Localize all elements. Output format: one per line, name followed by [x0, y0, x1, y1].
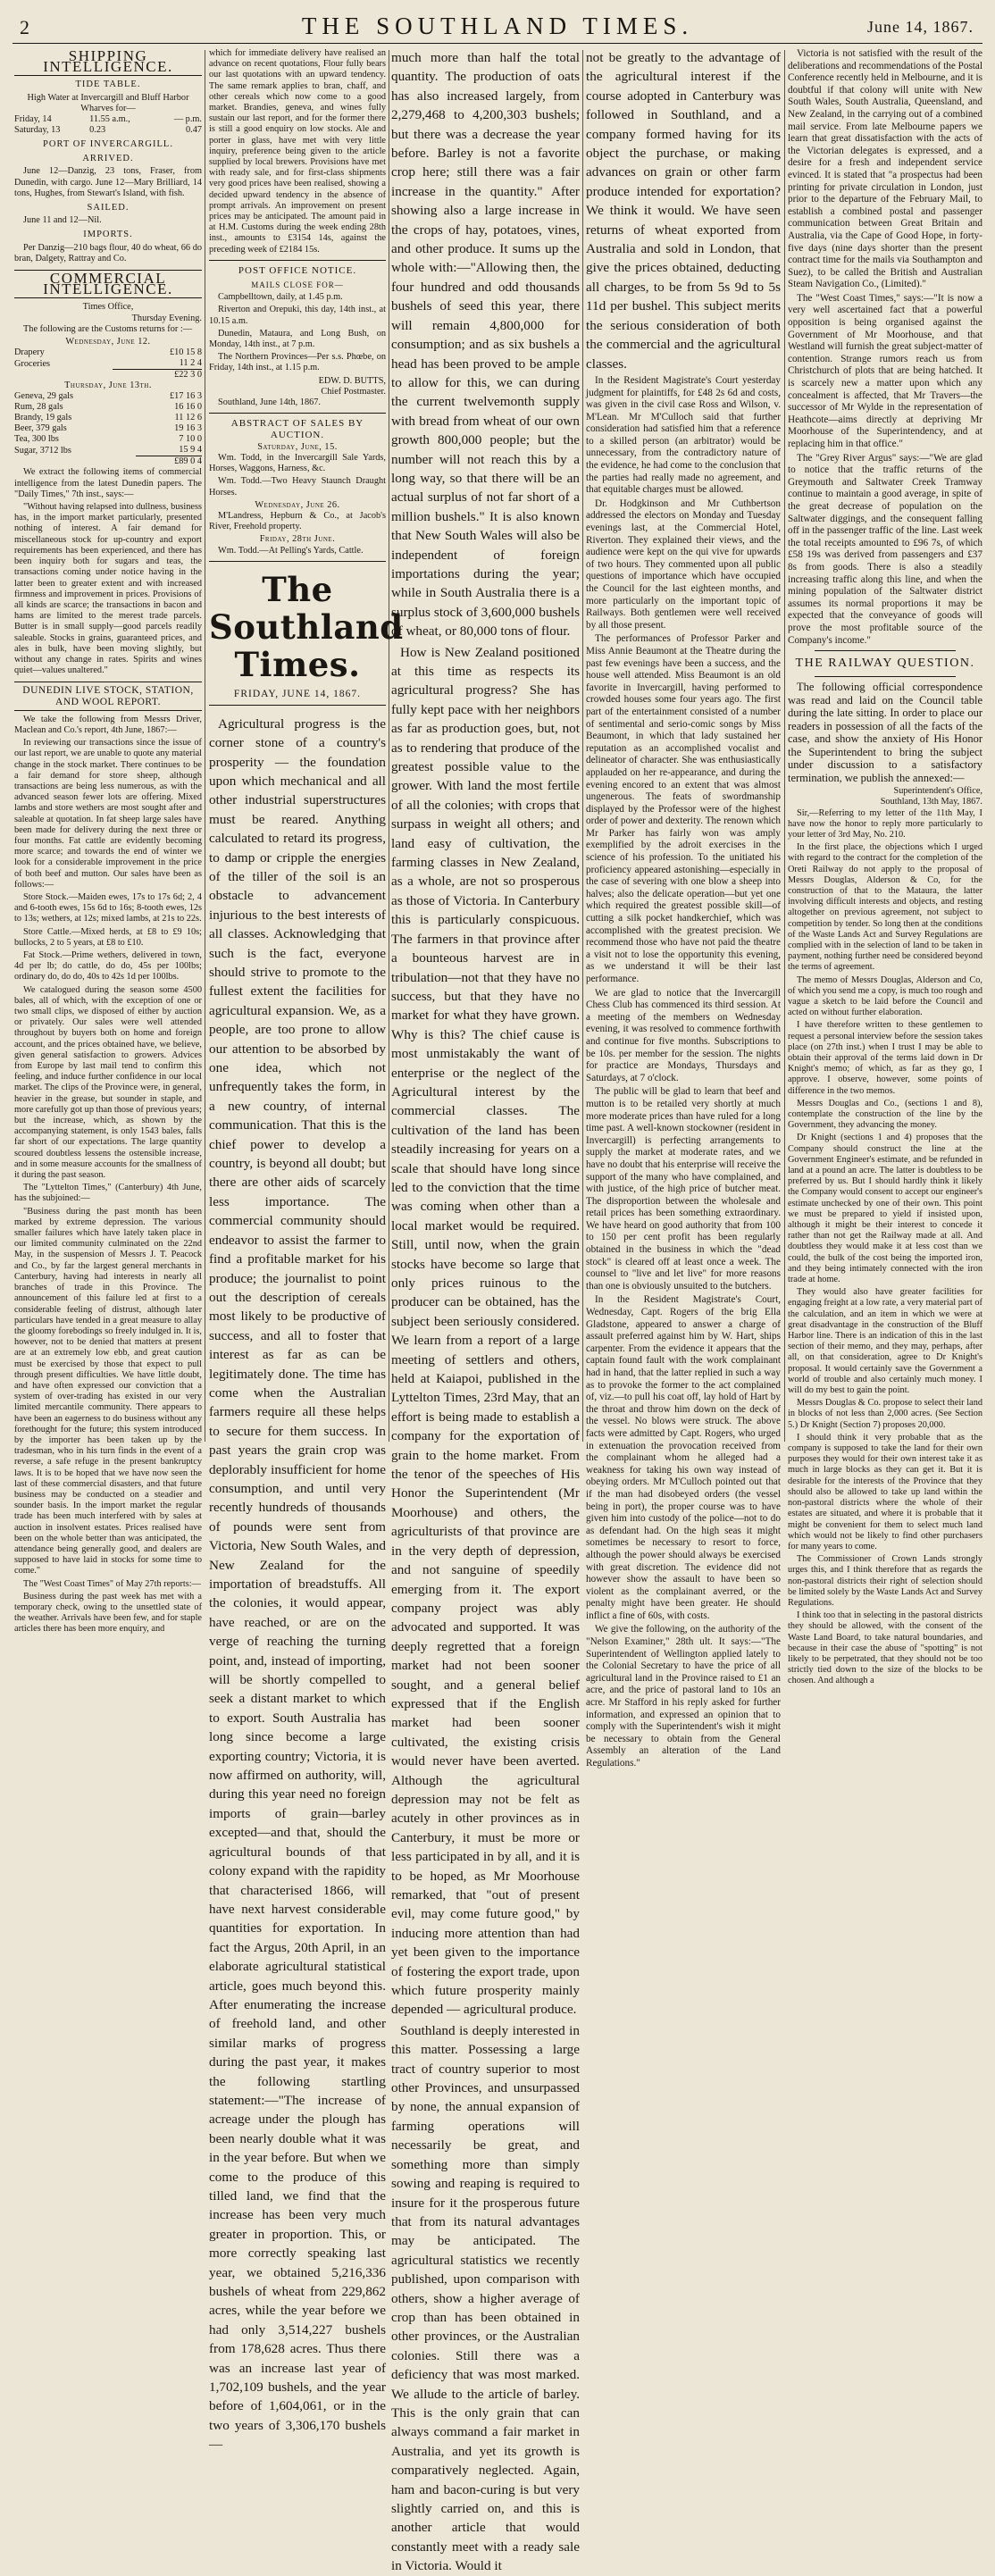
letter-paragraph: The memo of Messrs Douglas, Alderson and Co, of which you send me a copy, is much too rough and vague a sketch to be laid before the Council and acted on without further elaboration.	[788, 974, 982, 1018]
newspaper-title: THE SOUTHLAND TIMES.	[301, 13, 694, 39]
wednesday-26-heading: Wednesday, June 26.	[255, 499, 340, 510]
customs-value: 16 16 0	[174, 402, 202, 413]
post-item: Dunedin, Mataura, and Long Bush, on Monday, 14th inst., at 7 p.m.	[209, 328, 386, 350]
section-rule	[815, 650, 956, 651]
table-row	[14, 423, 202, 434]
catalogue-text: We catalogued during the season some 4500 bales, all of which, with the exception of one or two small clips, we disposed of either by auction or privately. Our sales were well attended throughout by buyers both on home and foreign account, and the prices obtained have, we believe, given general satisfaction to growers. Advices from Europe by last mail tend to confirm this feeling, and induce further confidence in our local market. The clips of the Province were, in general, heavier in the grease, but sounder in staple, and more carefully got up than those of previous years; but the increase, which, as shown by the accompanying statement, is only 1543 bales, falls far short of our expectations. The large quantity scoured doubtless lessens the ostensible increase, and in some measure accounts for the smallness of it during the past season.	[14, 984, 202, 1181]
letter-paragraph: Dr Knight (sections 1 and 4) proposes that the Company should construct the line at the Government Engineer's estimate, and be refunded in land at a pound an acre. The latter is doubtless to be preferred by us. But I should hardly think it likely the Company would consent to accept our engineer's estimate unchecked by one of their own. This point we must be prepared to yield if insisted upon, although it might be their interest to concede it rather than not get the Railway made at all. And doubtless they would make it at less cost than we could, the bulk of the cost being the imported iron, and they being intimately connected with the iron trade at home.	[788, 1133, 982, 1285]
leader-paragraph: How is New Zealand positioned at this time as respects its agricultural progress? She has fully kept pace with her neighbors as far as production goes, but, not as to rendering that produce of the greatest possible value to the grower. With land the most fertile of all the colonies; with crops that surpass in weight all others; and land easy of cultivation, the farming classes in New Zealand, as a whole, are not so prosperous as those of Victoria. In Canterbury this is particularly conspicuous. The farmers in that province after a bounteous harvest are in tribulation—not that they have no success, but that they have no market for what they have grown. Why is this? The chief cause is most unmistakably the want of enterprise or the neglect of the Agricultural interest by the commercial classes. The cultivation of the land has been steadily increasing for years on a scale that should have long since led to the conviction that the time was coming when other than a local market would be required. Still, until now, when the grain stocks have become so large that only prices ruinous to the producer can be obtained, has the subject been seriously considered. We learn from a report of a large meeting of settlers and others, held at Kaiapoi, published in the Lyttelton Times, 23rd May, that an effort is being made to establish a company for the exportation of grain to the home market. From the tenor of the speeches of His Honor the Superintendent (Mr Moorhouse) and others, the agriculturists of that province are in the very depth of depression, and not sanguine of speedily emerging from it. The export company project was ably advocated and supported. It was deeply regretted that a foreign market had not been sooner sought, and a general belief expressed that if the English market had been sooner cultivated, the existing crisis would never have been averted. Although the agricultural depression may not be felt as acutely in other provinces as in Canterbury, it must be more or less participated in by all, and it is to be hoped, as Mr Moorhouse remarked, that "out of present evil, may come future good," by inducing more attention than had yet been given to the importance of fostering the export trade, upon which future prosperity mainly depended — agricultural produce.	[391, 644, 580, 2018]
news-item: We give the following, on the authority of the "Nelson Examiner," 28th ult. It says:—"The Superintendent of Wellington applied lately to the Colonial Secretary to have the price of all agricultural land in the Province raised to £1 an acre, and the price of pastoral land to 10s an acre. Mr Stafford in his reply asked for further information, and expressed an opinion that to comply with the Superintendent's wish it might be necessary to obtain from the General Assembly an alteration of the Land Regulations."	[586, 1624, 781, 1769]
customs-table-wednesday	[14, 347, 202, 381]
daily-times-quote: "Without having relapsed into dullness, business has, in the import market particularly, presented nothing of interest. A fair demand for miscellaneous stock for up-country and export requirements has been experienced, and there has been inquiry both for sugars and teas, the transactions coming under notice having in the latter been to greater extent and with increased firmness and improvement in prices. Provisions of all kinds are scarce; the transactions in bacon and hams are limited to the merest trade parcels. Butter is in small supply—good parcels readily saleable. Stocks in grains, guaranteed prices, and ales in bulk, have been moving slightly, but without any change in rates. Spirits and wines quiet—values unaltered."	[14, 502, 202, 676]
leader-paragraph: Agricultural progress is the corner stone of a country's prosperity — the foundation upon which mechanical and all other industrial superstructures must be reared. Anything calculated to retard its progress, to damp or cripple the energies of the tiller of the soil is an obstacle to advancement injurious to the best interests of all classes. Acknowledging that such is the fact, everyone should strive to promote to the fullest extent the facilities for agricultural expansion. We, as a people, are too prone to allow our attention to be absorbed by one idea, which not unfrequently takes the form, in a new country, of internal communication. That this is the chief power to develop a country, is beyond all doubt; but there are other aids of scarcely less importance. The commercial community should endeavor to assist the farmer to find a profitable market for his produce; the journalist to point out the description of cereals most likely to be productive of success, and all to foster that interest as far as can be legitimately done. The time has come when the Australian farmers require all these helps to secure for them success. In past years the grain crop was deplorably insufficient for home consumption, and until very recently hundreds of thousands of pounds were sent from Victoria, New South Wales, and New Zealand for the importation of breadstuffs. All the colonies, it would appear, have reached, or are on the verge of reaching the turning point, and, instead of importing, will be shortly compelled to seek a distant market to which to export. South Australia has long since become a large exporting country; Victoria, it is now affirmed on authority, will, during this year need no foreign imports of grain—barley excepted—and that, should the agricultural bounds of that colony expand with the rapidity that characterised 1866, will have next harvest considerable quantities for exportation. In fact the Argus, 20th April, in an elaborate agricultural statistical article, goes much beyond this. After enumerating the increase of freehold land, and other similar marks of progress during the past year, it makes the following startling statement:—"The increase of acreage under the plough has been nearly double what it was in the year before. But when we come to the produce of this tilled land, we find that the increase has been very much greater in proportion. This, or more correctly speaking last year, we obtained 5,216,336 bushels of wheat from 229,862 acres, while the year before we had only 3,514,227 bushels from 178,628 acres. Thus there was an increase last year of 1,702,109 bushels, and the year before of 1,604,061, or in the two years of 3,306,170 bushels—	[209, 715, 386, 2453]
customs-total: £22 3 0	[113, 370, 202, 381]
post-item: Campbelltown, daily, at 1.45 p.m.	[218, 292, 343, 303]
tide-day: Saturday, 13	[14, 125, 61, 136]
table-row	[14, 347, 202, 358]
postmaster-name: EDW. D. BUTTS,	[318, 375, 386, 386]
sailed-heading: SAILED.	[87, 203, 130, 213]
tide-am: 11.55 a.m.,	[89, 114, 130, 125]
news-item: Dr. Hodgkinson and Mr Cuthbertson addressed the electors on Monday and Tuesday evenings last, at the Commercial Hotel, Riverton. They explained their views, and the audience were kept on the qui vive for upwards of two hours. They commented upon all public questions of importance which have occupied the Council for the last eighteen months, and more particularly on the important topic of Railways. Both gentlemen were well received by all those present.	[586, 498, 781, 631]
news-item: The "Grey River Argus" says:—"We are glad to notice that the traffic returns of the Greymouth and Saltwater Creek Tramway continue to maintain a good average, in spite of the great decrease of population on the Saltwater diggings, and the consequent falling off in the passenger traffic of the line. Last week the total receipts amounted to £96 7s, of which £58 19s was derived from passengers and £37 8s from goods. There is also a steadily increasing traffic along this line, and when the mining population of the Saltwater district assumes its normal proportions it may be expected that the conveyance of goods will prove the most profitable source of the Company's income."	[788, 452, 982, 646]
port-heading: PORT OF INVERCARGILL.	[43, 139, 173, 150]
auction-heading: ABSTRACT OF SALES BY AUCTION.	[230, 418, 364, 440]
shipping-heading: SHIPPING INTELLIGENCE.	[14, 48, 202, 76]
section-rule	[209, 260, 386, 261]
auction-item: Wm. Todd.—Two Heavy Staunch Draught Horses.	[209, 476, 386, 498]
masthead-rule	[13, 43, 982, 44]
column-5	[788, 48, 982, 1686]
leader-paragraph: much more than half the total quantity. The production of oats has also increased largely, from 2,279,468 to 4,200,303 bushels; but there was a decrease the year before. Barley is not a favorite crop here; still there was a fair increase in the quantity." After showing also a large increase in the crops of hay, potatoes, vines, and other produce. It sums up the whole with:—"Allowing then, the four hundred and odd thousands bushels of seed this year, there will remain 4,800,000 for consumption; and as six bushels a head has been proved to be ample to allow for this, we can during the current twelvemonth supply with bread from wheat of our own growth 800,000 people; but the number will not reach this by a long way, so that there will be an actual surplus of not far short of a million bushels." It is also known that New South Wales will also be independent of foreign importations during the year; while in South Australia there is a surplus stock of 3,600,000 bushels of wheat, or 80,000 tons of flour.	[391, 50, 580, 640]
customs-value: £17 16 3	[169, 391, 202, 402]
table-row	[14, 456, 202, 468]
railway-heading: THE RAILWAY QUESTION.	[795, 657, 975, 671]
letter-paragraph: The Commissioner of Crown Lands strongly urges this, and I think therefore that as regards the non-pastoral districts their right of selection should be limited solely by the Waste Lands Act and Survey Regulations.	[788, 1554, 982, 1608]
column-1	[14, 47, 202, 1635]
news-item: In the Resident Magistrate's Court, Wednesday, Capt. Rogers of the brig Ella Gladstone, appeared to answer a charge of assault preferred against him by W. Hart, ships carpenter. From the evidence it appears that the captain found fault with the work complainant had in hand, that the latter replied in such a way as to provoke the former to the act complained of, viz.—to pull his coat off, lay hold of Hart by the throat and throw him down on the deck of the vessel. No blows were struck. The above facts were admitted by Capt. Rogers, who urged in extenuation the provocation received from the complainant whom he alleged had a weakness for taking his own way instead of obeying orders. Mr M'Culloch pointed out that if the man had disobeyed orders (the vessel being in port), the proper course was to have given him into custody of the police—not to do as defendant had. On the high seas it might sometimes be necessary to resort to force, although the power should always be exercised with great discretion. The evidence did not however show the assault to have been so violent as the complainant averred, or the penalty might have been greater. He should inflict a fine of 60s, with costs.	[586, 1294, 781, 1621]
letter-paragraph: Messrs Douglas & Co. propose to select their land in blocks of not less than 2,000 acres. (See Section 5.) Dr Knight (Section 7) proposes 20,000.	[788, 1398, 982, 1430]
table-row	[14, 391, 202, 402]
auction-item: Wm. Todd.—At Pelling's Yards, Cattle.	[218, 545, 364, 556]
leader-paragraph: not be greatly to the advantage of the agricultural interest if the course adopted in Canterbury was followed in Southland, and a company formed having for its object the purchase, or making advances on grain or other farm produce intended for exportation? We think it would. We have seen returns of wheat exported from Australia and sold in London, that give the prices obtained, deducting all charges, to be from 5s 9d to 5s 11d per bushel. This subject merits the serious consideration of both the commercial and the agricultural classes.	[586, 50, 781, 372]
page-number: 2	[20, 16, 29, 38]
letter-paragraph: I have therefore written to these gentlemen to request a personal interview before the session takes place (on 27th inst.) when I trust I may be able to obtain their approval of the terms laid down in Dr Knight's memo; of which, as far as they go, I approve. I observe, however, some points of difference in the two memos.	[788, 1020, 982, 1096]
customs-item: Tea, 300 lbs	[14, 434, 59, 445]
table-row	[14, 402, 202, 413]
letter-paragraph: Messrs Douglas and Co., (sections 1 and 8), contemplate the construction of the line by the Government, they advancing the money.	[788, 1098, 982, 1131]
tide-row	[14, 114, 202, 125]
sailed-text: June 11 and 12—Nil.	[23, 215, 102, 226]
arrived-heading: ARRIVED.	[82, 154, 134, 164]
section-rule	[209, 413, 386, 414]
nameplate: The Southland Times.	[209, 569, 404, 684]
tide-row	[14, 125, 202, 136]
store-cattle: Store Cattle.—Mixed herds, at £8 to £9 10s; bullocks, 2 to 5 years, at £8 to £10.	[14, 926, 202, 948]
customs-value: £10 15 8	[169, 347, 202, 358]
table-row	[14, 434, 202, 445]
issue-date: June 14, 1867.	[867, 18, 974, 36]
customs-value: 11 12 6	[174, 413, 202, 423]
column-divider	[784, 50, 785, 1442]
fat-stock: Fat Stock.—Prime wethers, delivered in town, 4d per lb; do cattle, do do, 45s per 100lbs; ordinary do, do do, 40s to 42s 1d per 100lbs.	[14, 950, 202, 983]
livestock-intro: We take the following from Messrs Driver, Maclean and Co.'s report, 4th June, 1867:—	[14, 714, 202, 735]
leader-dateline: FRIDAY, JUNE 14, 1867.	[209, 689, 386, 706]
tide-intro: High Water at Invercargill and Bluff Harbor Wharves for—	[27, 92, 189, 113]
times-office: Times Office,	[82, 302, 134, 313]
arrived-text: June 12—Danzig, 23 tons, Fraser, from Dunedin, with cargo. June 12—Mary Brilliard, 14 tons, Hughes, from Stewart's Island, with fish.	[14, 166, 202, 198]
section-rule	[815, 676, 956, 677]
news-item: In the Resident Magistrate's Court yesterday judgment for plaintiffs, for £48 2s 6d and costs, was given in the civil case Ross and Wilson, v. M'Lean. Mr M'Culloch said that further consideration had satisfied him that a reference to a skilled person (an arbitrator) would be unnecessary, from the contradictory nature of the evidence, he had come to the conclusion that the parties had really made no agreement, and that equitable charges must be allowed.	[586, 374, 781, 496]
tide-pm: 0.47	[185, 125, 202, 136]
auction-item: Wm. Todd, in the Invercargill Sale Yards, Horses, Waggons, Harness, &c.	[209, 452, 386, 474]
customs-table-thursday	[14, 391, 202, 467]
column-4	[586, 48, 781, 1769]
livestock-text: In reviewing our transactions since the issue of our last report, we are unable to quote any material change in the stock market. There continues to be a fair demand for store sheep, although transactions are being less numerous, as with the advanced season fewer lots are offering. Mixed lambs and store wethers are most sought after and saleable at quotation. In fat sheep large sales have been made for delivery during the next three or four months. Fat cattle are evidently becoming more scarce; and towards the end of winter we look for a considerable improvement in the price of both beef and mutton. Our sales have been as follows:—	[14, 738, 202, 890]
postmaster-title: Chief Postmaster.	[321, 386, 386, 397]
tide-table	[14, 114, 202, 136]
customs-total: £89 0 4	[136, 456, 202, 468]
customs-value: 19 16 3	[174, 423, 202, 434]
table-row	[14, 413, 202, 423]
commercial-heading: COMMERCIAL INTELLIGENCE.	[14, 270, 202, 298]
news-item: We are glad to notice that the Invercargill Chess Club has commenced its third session. At a meeting of the members on Wednesday evening, it was resolved to commence forthwith and continue for five months. Subscriptions to be 10s. per member for the session. The nights for practice are Mondays, Thursdays and Saturdays, at 7 o'clock.	[586, 987, 781, 1083]
column-2	[209, 48, 404, 2453]
news-item: The "West Coast Times," says:—"It is now a very well ascertained fact that a powerful opposition is being organised against the Government of Mr Moorhouse, and that Westland will furnish the great subject-matter of contention. Strange rumors reach us from Christchurch of plots that are being hatched. It is scarcely new a matter upon which any concealment is affected, that Mr Travers—the successor of Mr Wylde in the representation of Heathcote—aims directly at depriving Mr Moorhouse of the Superintendency, and at replacing him in that office."	[788, 292, 982, 449]
friday-28-heading: Friday, 28th June.	[259, 534, 336, 545]
thursday-evening: Thursday Evening.	[131, 313, 202, 323]
leader-paragraph: Southland is deeply interested in this matter. Possessing a large tract of country superior to most other Provinces, and unsurpassed by none, the annual expansion of farming operations will necessarily be great, and something more than simply sowing and reaping is required to insure for it the prosperous future that from its natural advantages may be anticipated. The agricultural statistics we recently published, upon comparison with others, show a higher average of crop than has been obtained in other provinces, or the Australian colonies. Still there was a deficiency that was most marked. We allude to the article of barley. This is the only grain that can always command a fair market in Australia, and yet its growth is comparatively neglected. Again, ham and bacon-curing is but very slightly carried on, and this is another article that would constantly meet with a ready sale in Victoria. Would it	[391, 2022, 580, 2574]
tide-heading: TIDE TABLE.	[75, 79, 141, 90]
customs-value: 7 10 0	[179, 434, 202, 445]
imports-text: Per Danzig—210 bags flour, 40 do wheat, 66 do bran, Dalgety, Rattray and Co.	[14, 242, 202, 263]
lyttelton-intro: The "Lyttelton Times," (Canterbury) 4th June, has the subjoined:—	[14, 1183, 202, 1204]
customs-item: Beer, 379 gals	[14, 423, 67, 434]
customs-item: Brandy, 19 gals	[14, 413, 72, 423]
customs-item: Geneva, 29 gals	[14, 391, 74, 402]
tide-day: Friday, 14	[14, 114, 52, 125]
mails-close-heading: MAILS CLOSE FOR—	[251, 280, 344, 290]
post-item: Riverton and Orepuki, this day, 14th inst., at 10.15 a.m.	[209, 305, 386, 326]
post-item: The Northern Provinces—Per s.s. Phœbe, on Friday, 14th inst., at 1.15 p.m.	[209, 352, 386, 373]
imports-heading: IMPORTS.	[83, 230, 133, 240]
saturday-heading: Saturday, June, 15.	[257, 441, 338, 452]
news-item: Victoria is not satisfied with the result of the deliberations and recommendations of the Postal Conference recently held in Melbourne, and it is doubtful if that colony will unite with New South Wales, South Australia, Queensland, and New Zealand, in the carrying out of a combined mail service. From late Melbourne papers we learn that great dissatisfaction with the acts of the Victorian delegates is expressed, and a desire for a fresh and independent service evinced. It is stated that "a prospectus had been printing for private circulation in London, just prior to the departure of the February Mail, to establish a combined postal and passenger communication between Great Britain and Australia, via the Cape of Good Hope, in forty-five days (nine days shorter than the present contract time for the mails via Southampton and Suez), to be called the British and Australian Steam Navigation Co., (Limited)."	[788, 48, 982, 290]
customs-item: Rum, 28 gals	[14, 402, 63, 413]
west-coast-intro: The "West Coast Times" of May 27th reports:—	[23, 1578, 201, 1589]
customs-value: 11 2 4	[179, 358, 202, 369]
tide-pm: — p.m.	[173, 114, 202, 125]
customs-item: Sugar, 3712 lbs	[14, 445, 71, 456]
column-3	[391, 48, 580, 2574]
table-row	[14, 370, 202, 381]
commercial-continuation: which for immediate delivery have realised an advance on recent quotations, Flour fully bears our last quotations with an upward tendency. The same remark applies to bran, chaff, and other cereals which now come to a good market. Brandies, geneva, and wines fully sustain our last report, and for the former there is still a good enquiry on low stocks. Ale and porter in glass, have met with very little inquiry, preference being given to the article supplied by local brewers. Provisions have met with ready sale, and for first-class shipments very good prices have been realised, showing a decided upward tendency in the absence of prompt arrivals. An improvement on present prices may be anticipated. The amount paid in at H.M. Customs during the week ending 28th inst., amounts to £3154 14s, against the preceding week of £2184 15s.	[209, 48, 386, 255]
letter-paragraph: Sir,—Referring to my letter of the 11th May, I have now the honor to reply more particularly to your letter of 3rd May, No. 210.	[788, 807, 982, 840]
section-rule	[209, 561, 386, 562]
customs-item: Drapery	[14, 347, 45, 358]
store-stock: Store Stock.—Maiden ewes, 17s to 17s 6d; 2, 4 and 6-tooth ewes, 15s 6d to 16s; 8-tooth ewes, 12s to 13s; wethers, at 12s; mixed lambs, at 21s to 22s.	[14, 891, 202, 924]
letter-paragraph: In the first place, the objections which I urged with regard to the contract for the completion of the Oreti Railway do not apply to the proposal of Messrs Douglas, Alderson & Co, for the construction of that to the Mataura, the latter involving difficult interests and objects, and resting altogether on previous agreement, not subject to competition by tender. So long then at the conditions of the Waste Lands Act and Survey Regulations are complied with in the selection of land to be taken in payment, nothing further need be considered beyond the terms of agreement.	[788, 842, 982, 973]
customs-intro: The following are the Customs returns for :—	[23, 323, 193, 334]
customs-value: 15 9 4	[179, 445, 202, 456]
wednesday-heading: Wednesday, June 12.	[65, 337, 151, 347]
office-line: Superintendent's Office,	[893, 786, 982, 797]
masthead	[13, 9, 982, 41]
letter-paragraph: They would also have greater facilities for engaging freight at a low rate, a very material part of the calculation, and an item in which we were at great disadvantage in the construction of the Bluff Harbor line. There is an indication of this in the last section of their memo, and they may, perhaps, after all, on that consideration, agree to Dr Knight's proposal. It would certainly save the Government a world of trouble and also certainly much money. I will do my best to gain the point.	[788, 1287, 982, 1396]
lyttelton-quote: "Business during the past month has been marked by extreme depression. The various smaller failures which have lately taken place in our limited community culminated on the 22nd May, in the suspension of Messrs J. T. Peacock and Co., by far the largest general merchants in Canterbury, having had interests in nearly all branches of trade in this Province. The announcement of this failure led at first to a considerable feeling of distrust, although later particulars have tended in a great measure to allay the gloomy forebodings so freely indulged in. It is, however, not to be denied that matters at present are at an extremely low ebb, and great caution must be exercised by those that expect to pull through present difficulties. We have little doubt, and have often expressed our conviction that a system of over-trading has existed in our very limited mercantile community. There appears to have been an eagerness to do business without any forethought for the future; this system introduced by the importer has been taken up by the tradesman, who in his turn finds in the event of a reverse, a safe refuge in the present bankruptcy laws. It is to be hoped that we have now seen the last of these commercial disasters, and that future business may be conducted on a steadier and sounder basis. In the import market the regular trade has been much interfered with by sales at auction in insolvent estates. Prices realised have been on the whole better than was anticipated, the attendance being generally good, and dealers are supposed to have laid in stocks for some time to come."	[14, 1206, 202, 1577]
livestock-heading: DUNEDIN LIVE STOCK, STATION, AND WOOL REPORT.	[14, 682, 202, 710]
column-divider	[582, 50, 583, 1442]
letter-paragraph: I should think it very probable that as the company is supposed to take the land for their own purposes they would for their own interest take it as much in large blocks as they can get it. But it is desirable for the interests of the Province that they should also be allowed to take up land within the non-pastoral districts where the whole of their estates are situated, and where it is probable that it might be convenient for them to select much land which would not be likely to find other purchasers for many years to come.	[788, 1432, 982, 1551]
auction-item: M'Landress, Hepburn & Co., at Jacob's River, Freehold property.	[209, 510, 386, 532]
letter-paragraph: I think too that in selecting in the pastoral districts they should be allowed, with the consent of the Waste Land Board, to take natural boundaries, and because in their case the abuse of "spotting" is not likely to be perpetrated, that they should not be too strictly tied down to the size of the blocks to be chosen. And although a	[788, 1610, 982, 1686]
office-date: Southland, 13th May, 1867.	[880, 797, 982, 807]
post-office-heading: POST OFFICE NOTICE.	[238, 264, 357, 276]
tide-am: 0.23	[89, 125, 106, 136]
thursday-heading: Thursday, June 13th.	[64, 381, 152, 391]
railway-intro: The following official correspondence was read and laid on the Council table during the late sitting. In order to place our readers in possession of all the facts of the case, and show the anxiety of His Honor the Superintendent to bring the subject under discussion to a satisfactory termination, we publish the annexed:—	[788, 681, 982, 784]
post-date: Southland, June 14th, 1867.	[218, 397, 321, 408]
news-item: The performances of Professor Parker and Miss Annie Beaumont at the Theatre during the past few evenings have been a success, and the house well attended. Miss Beaumont is an old favorite in Invercargill, having performed to crowded houses some four years ago. The first part of the entertainment consisted of a number of sentimental and serio-comic songs by Miss Beaumont, in which that lady sustained her reputation as an accomplished vocalist and delineator of character. She was enthusiastically applauded on her re-appearance, and during the evening encored to an extent that was almost ungenerous. The feats of swordmanship displayed by the Professor were of the highest order of power and dexterity. The renown which Mr Parker has fairly won was amply exemplified by the adroit exercises in the science of his profession. To the unitiated his proficiency appeared astonishing—especially in the case of severing with one blow a sheep into halves; also the delicate operation—but yet one which required the greatest possible skill—of cutting a silk pocket handkerchief, which was accomplished with the greatest precision. We recommend those who have not paid the theatre a visit not to lose the opportunity this evening, as we understand it will be their last performance.	[586, 633, 781, 984]
table-row	[14, 358, 202, 370]
extract-intro: We extract the following items of commercial intelligence from the latest Dunedin papers. The "Daily Times," 7th inst., says:—	[14, 467, 202, 499]
west-coast-quote: Business during the past week has met with a temporary check, owing to the unsettled state of the weather. Arrivals have been few, and for staple articles there has been more enquiry, and	[14, 1591, 202, 1635]
customs-item: Groceries	[14, 358, 51, 369]
news-item: The public will be glad to learn that beef and mutton is to be retailed very shortly at much more moderate prices than have ruled for a long time past. A well-known stockowner (resident in Invercargill) is perfecting arrangements to supply the market at moderate rates, and we have no doubt that his enterprise will receive the support of the many who have complained, and with justice, of the high price of butcher meat. The disproportion between the wholesale and retail prices has been something extraordinary. We have heard on good authority that from 100 to 150 per cent profit has been regularly obtained in the business in which the "dead stock" is cleared off at least once a week. The counsel to "live and let live" for more reasons than one is obviously unsuited to the butchers.	[586, 1086, 781, 1292]
table-row	[14, 445, 202, 456]
